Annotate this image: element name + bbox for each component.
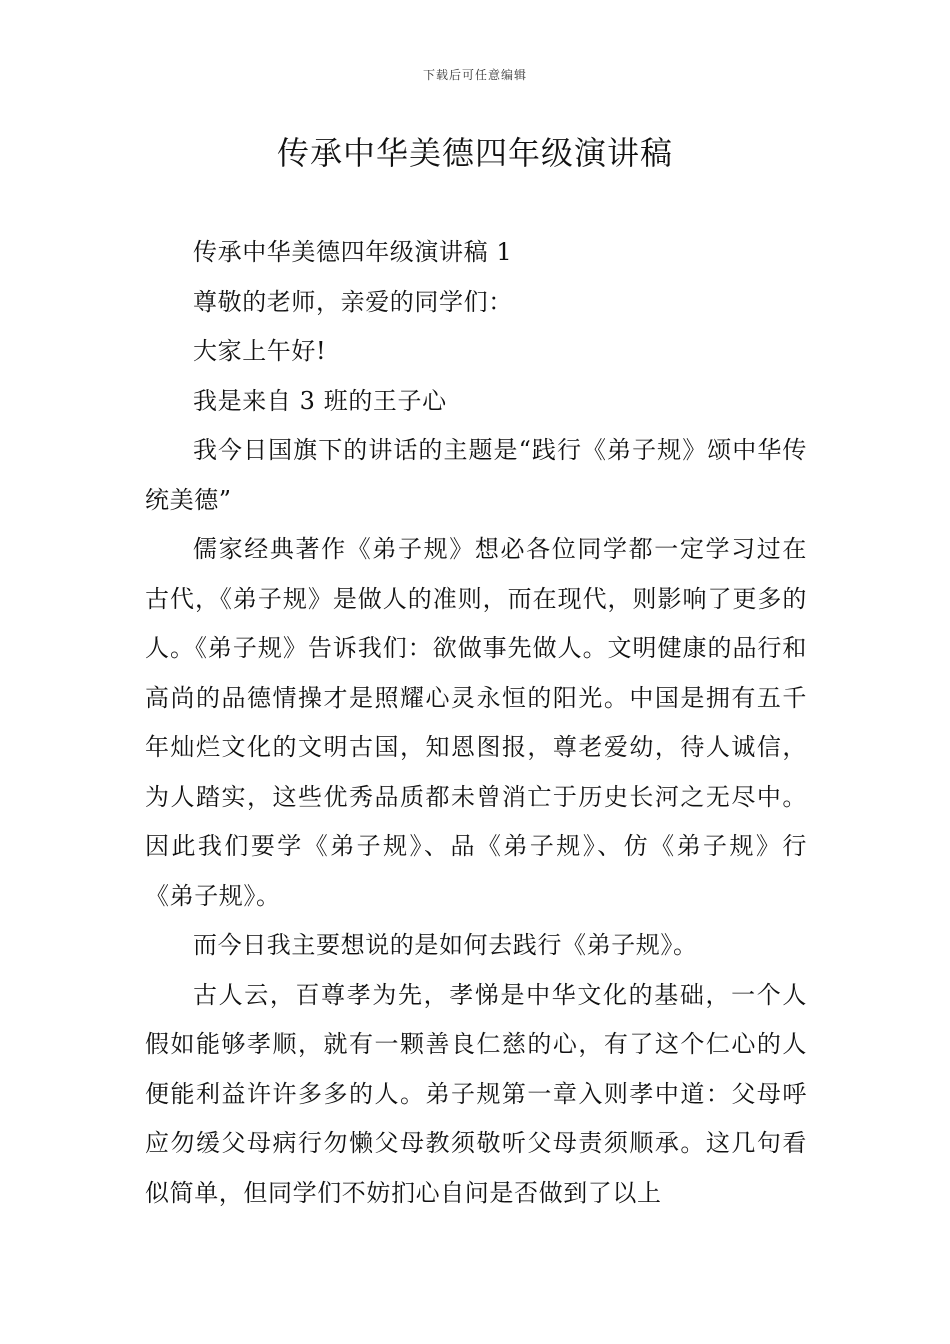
paragraph: 而今日我主要想说的是如何去践行《弟子规》。 [193, 931, 698, 959]
document-title: 传承中华美德四年级演讲稿 [276, 134, 673, 172]
paragraph: 尊敬的老师，亲爱的同学们： [193, 287, 513, 316]
header-note: 下载后可任意编辑 [422, 68, 527, 82]
paragraph: 我今日国旗下的讲话的主题是“践行《弟子规》颂中华传统美德” [145, 436, 807, 514]
paragraph: 古人云，百尊孝为先，孝悌是中华文化的基础，一个人假如能够孝顺，就有一颗善良仁慈的心，有了这个仁心的人便能利益许许多多的人。弟子规第一章入则孝中道：父母呼应勿缓父母病行勿懒父母教须敬听父母责须顺承。这几句看似简单，但同学们不妨扪心自问是否做到了以上 [145, 980, 807, 1207]
document-body [145, 228, 807, 1218]
paragraph: 儒家经典著作《弟子规》想必各位同学都一定学习过在古代，《弟子规》是做人的准则，而在现代，则影响了更多的人。《弟子规》告诉我们：欲做事先做人。文明健康的品行和高尚的品德情操才是照耀心灵永恒的阳光。中国是拥有五千年灿烂文化的文明古国，知恩图报，尊老爱幼，待人诚信，为人踏实，这些优秀品质都未曾消亡于历史长河之无尽中。因此我们要学《弟子规》、品《弟子规》、仿《弟子规》行《弟子规》。 [145, 535, 807, 910]
paragraph: 传承中华美德四年级演讲稿 1 [193, 238, 513, 266]
paragraph: 我是来自 3 班的王子心 [193, 386, 447, 415]
paragraph: 大家上午好! [193, 337, 327, 365]
